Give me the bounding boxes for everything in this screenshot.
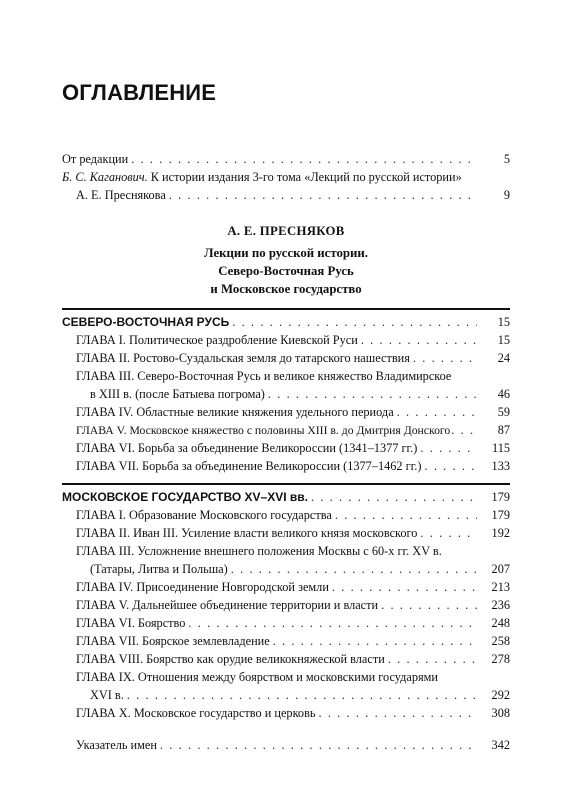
- toc-entry-name-index[interactable]: [76, 736, 510, 754]
- toc-chapter[interactable]: [76, 421, 510, 439]
- toc-entry-text: ГЛАВА I. Политическое раздробление Киевской Руси: [76, 333, 358, 347]
- leader-dots: [131, 150, 477, 168]
- toc-entry-text: ГЛАВА VI. Борьба за объединение Великороссии (1341–1377 гг.): [76, 441, 418, 455]
- leader-dots: [420, 524, 477, 542]
- toc-entry-text: А. Е. Преснякова: [76, 188, 166, 202]
- toc-page-number: 133: [491, 459, 510, 473]
- toc-entry-text: ГЛАВА IV. Присоединение Новгородской земли: [76, 580, 329, 594]
- toc-page-number: 213: [491, 580, 510, 594]
- leader-dots: [268, 385, 477, 403]
- section-divider: [62, 483, 510, 485]
- toc-entry-author: Б. С. Каганович.: [62, 170, 148, 184]
- toc-chapter[interactable]: [76, 457, 510, 475]
- toc-page-number: 87: [497, 423, 510, 437]
- toc-entry-text: ГЛАВА IV. Областные великие княжения удельного периода: [76, 405, 394, 419]
- toc-entry-text: ГЛАВА I. Образование Московского государства: [76, 508, 332, 522]
- book-title-line: и Московское государство: [210, 282, 362, 296]
- toc-entry-text: ГЛАВА II. Иван III. Усиление власти великого князя московского: [76, 526, 418, 540]
- leader-dots: [318, 704, 477, 722]
- toc-entry-text: ГЛАВА X. Московское государство и церковь: [76, 706, 316, 720]
- leader-dots: [232, 313, 477, 331]
- toc-page-number: 236: [491, 598, 510, 612]
- toc-page-number: 115: [492, 441, 510, 455]
- toc-entry-text: ГЛАВА IX. Отношения между боярством и московскими государями: [76, 670, 439, 684]
- toc-page-number: 24: [497, 351, 510, 365]
- toc-page-number: 46: [497, 387, 510, 401]
- leader-dots: [332, 578, 477, 596]
- leader-dots: [361, 331, 477, 349]
- toc-chapter-cont[interactable]: [90, 385, 510, 403]
- toc-chapter-cont[interactable]: [90, 560, 510, 578]
- toc-page-number: 278: [491, 652, 510, 666]
- toc-section-moscow-state[interactable]: [62, 488, 510, 506]
- leader-dots: [127, 686, 477, 704]
- toc-page-number: 292: [491, 688, 510, 702]
- leader-dots: [424, 457, 477, 475]
- leader-dots: [188, 614, 477, 632]
- toc-entry-text: ГЛАВА VII. Боярское землевладение: [76, 634, 270, 648]
- toc-entry-text: ГЛАВА II. Ростово-Суздальская земля до татарского нашествия: [76, 351, 410, 365]
- toc-chapter[interactable]: [76, 367, 510, 385]
- toc-page-number: 179: [491, 490, 510, 504]
- toc-entry-text: ГЛАВА VI. Боярство: [76, 616, 186, 630]
- toc-chapter[interactable]: [76, 614, 510, 632]
- leader-dots: [231, 560, 477, 578]
- toc-entry-text: От редакции: [62, 152, 129, 166]
- page-title: ОГЛАВЛЕНИЕ: [62, 80, 217, 105]
- leader-dots: [413, 349, 477, 367]
- toc-page-number: 9: [503, 188, 510, 202]
- toc-page-number: 179: [491, 508, 510, 522]
- toc-chapter[interactable]: [76, 349, 510, 367]
- toc-section-title: СЕВЕРО-ВОСТОЧНАЯ РУСЬ: [62, 315, 230, 329]
- toc-entry-text: в XIII в. (после Батыева погрома): [90, 387, 265, 401]
- toc-entry-text: ГЛАВА III. Усложнение внешнего положения Москвы с 60-х гг. XV в.: [76, 544, 442, 558]
- toc-page-number: 15: [497, 333, 510, 347]
- toc-page-number: 192: [491, 526, 510, 540]
- toc-chapter[interactable]: [76, 632, 510, 650]
- toc-page-number: 207: [491, 562, 510, 576]
- leader-dots: [160, 736, 477, 754]
- toc-page-number: 59: [497, 405, 510, 419]
- toc-section-title: МОСКОВСКОЕ ГОСУДАРСТВО XV–XVI вв.: [62, 490, 308, 504]
- book-title-line: Северо-Восточная Русь: [218, 264, 354, 278]
- toc-entry-text: Указатель имен: [76, 738, 157, 752]
- toc-entry-text: ГЛАВА V. Московское княжество с половины XIII в. до Дмитрия Донского: [76, 424, 451, 437]
- toc-entry-text: XVI в.: [90, 688, 124, 702]
- toc-entry-text: ГЛАВА VII. Борьба за объединение Великороссии (1377–1462 гг.): [76, 459, 422, 473]
- toc-chapter[interactable]: [76, 506, 510, 524]
- toc-page-number: 258: [491, 634, 510, 648]
- leader-dots: [381, 596, 477, 614]
- leader-dots: [335, 506, 477, 524]
- toc-entry-text: (Татары, Литва и Польша): [90, 562, 228, 576]
- toc-section-northeast-rus[interactable]: [62, 313, 510, 331]
- toc-chapter[interactable]: [76, 524, 510, 542]
- book-title-line: Лекции по русской истории.: [204, 246, 368, 260]
- leader-dots: [169, 186, 477, 204]
- toc-page-number: 248: [491, 616, 510, 630]
- toc-chapter[interactable]: [76, 650, 510, 668]
- leader-dots: [273, 632, 477, 650]
- section-divider: [62, 308, 510, 310]
- toc-chapter[interactable]: [76, 668, 510, 686]
- toc-chapter-cont[interactable]: [90, 686, 510, 704]
- leader-dots: [397, 403, 477, 421]
- toc-page-number: 5: [503, 152, 510, 166]
- toc-entry-text: К истории издания 3-го тома «Лекций по русской истории»: [147, 170, 462, 184]
- toc-entry-text: ГЛАВА III. Северо-Восточная Русь и великое княжество Владимирское: [76, 369, 452, 383]
- toc-chapter[interactable]: [76, 596, 510, 614]
- toc-entry-editorial[interactable]: [62, 150, 510, 168]
- toc-entry-history-essay-cont[interactable]: [76, 186, 510, 204]
- leader-dots: [420, 439, 477, 457]
- leader-dots: [388, 650, 477, 668]
- toc-page-number: 342: [491, 738, 510, 752]
- book-author: А. Е. ПРЕСНЯКОВ: [227, 224, 345, 238]
- toc-chapter[interactable]: [76, 704, 510, 722]
- toc-page-number: 308: [491, 706, 510, 720]
- toc-chapter[interactable]: [76, 578, 510, 596]
- toc-entry-history-essay[interactable]: [62, 168, 510, 186]
- leader-dots: [311, 488, 477, 506]
- toc-chapter[interactable]: [76, 542, 510, 560]
- toc-page-number: 15: [497, 315, 510, 329]
- toc-chapter[interactable]: [76, 439, 510, 457]
- leader-dots: [451, 421, 479, 439]
- toc-chapter[interactable]: [76, 403, 510, 421]
- toc-entry-text: ГЛАВА V. Дальнейшее объединение территории и власти: [76, 598, 379, 612]
- toc-entry-text: ГЛАВА VIII. Боярство как орудие великокняжеской власти: [76, 652, 385, 666]
- toc-chapter[interactable]: [76, 331, 510, 349]
